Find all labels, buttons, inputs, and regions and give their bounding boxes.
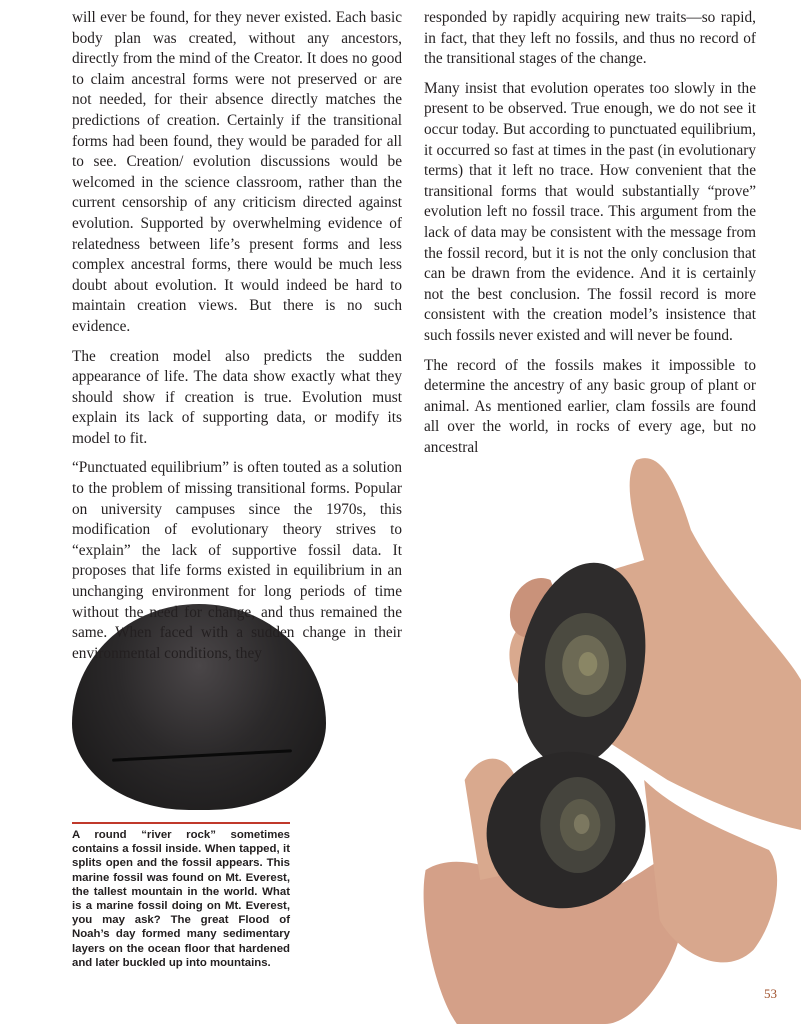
caption-text: A round “river rock” sometimes contains a fossil inside. When tapped, it splits open and the fossil appears. This marine fossil was found on Mt. Everest, the tallest mountain in the world. What is a marine fossil doing on Mt. Everest, you may ask? The great Flood of Noah’s day formed many sedimentary layers on the ocean floor that hardened and later buckled up into mountains.: [72, 829, 290, 969]
paragraph: The creation model also predicts the sudden appearance of life. The data show exactly what they should show if creation is true. Evolution must explain its lack of supporting data, or modify its model to fit.: [72, 347, 402, 447]
paragraph: Many insist that evolution operates too slowly in the present to be observed. True enough, we do not see it occur today. But according to punctuated equilibrium, it occurred so fast at times in the past (in evolutionary terms) that it left no trace. How convenient that the transitional forms that would substantially “prove” evolution left no fossil trace. This argument from the lack of data may be consistent with the message from the fossil record, but it is not the only conclusion that can be drawn from the evidence. And it is certainly not the best conclusion. The fossil record is more consistent with the creation model’s insistence that such fossils never existed and will never be found.: [424, 79, 756, 344]
right-column: [424, 8, 756, 467]
paragraph: “Punctuated equilibrium” is often touted as a solution to the problem of missing transitional forms. Popular on university campuses since the 1970s, this modification of evolutionary theory strives to “explain” the lack of supportive fossil data. It proposes that life forms existed in equilibrium in an unchanging environment for long periods of time without the need for change, and thus remained the same. When faced with a sudden change in their environmental conditions, they: [72, 459, 402, 662]
paragraph: responded by rapidly acquiring new traits—so rapid, in fact, that they left no fossils, and thus no record of the transitional stages of the change.: [424, 9, 756, 68]
hands-holding-fossil-photo: [410, 450, 801, 1024]
photo-caption: [72, 822, 290, 970]
caption-rule: [72, 822, 290, 824]
page-number: 53: [764, 986, 777, 1001]
paragraph: The record of the fossils makes it impossible to determine the ancestry of any basic group of plant or animal. As mentioned earlier, clam fossils are found all over the world, in rocks of every age, but no ancestral: [424, 356, 756, 456]
paragraph: will ever be found, for they never existed. Each basic body plan was created, without any ancestors, directly from the mind of the Creator. It does no good to claim ancestral forms were not preserved or are not needed, for their absence directly matches the predictions of creation. Certainly if the transitional forms had been found, they would be paraded for all to see. Creation/ evolution discussions would be welcomed in the science classroom, rather than the current censorship of any criticism directed against evolution. Supported by overwhelming evidence of relatedness between life’s present forms and less complex ancestral forms, there would be much less doubt about evolution. It would indeed be hard to maintain creation views. But there is no such evidence.: [72, 9, 402, 335]
left-column: [72, 8, 402, 673]
